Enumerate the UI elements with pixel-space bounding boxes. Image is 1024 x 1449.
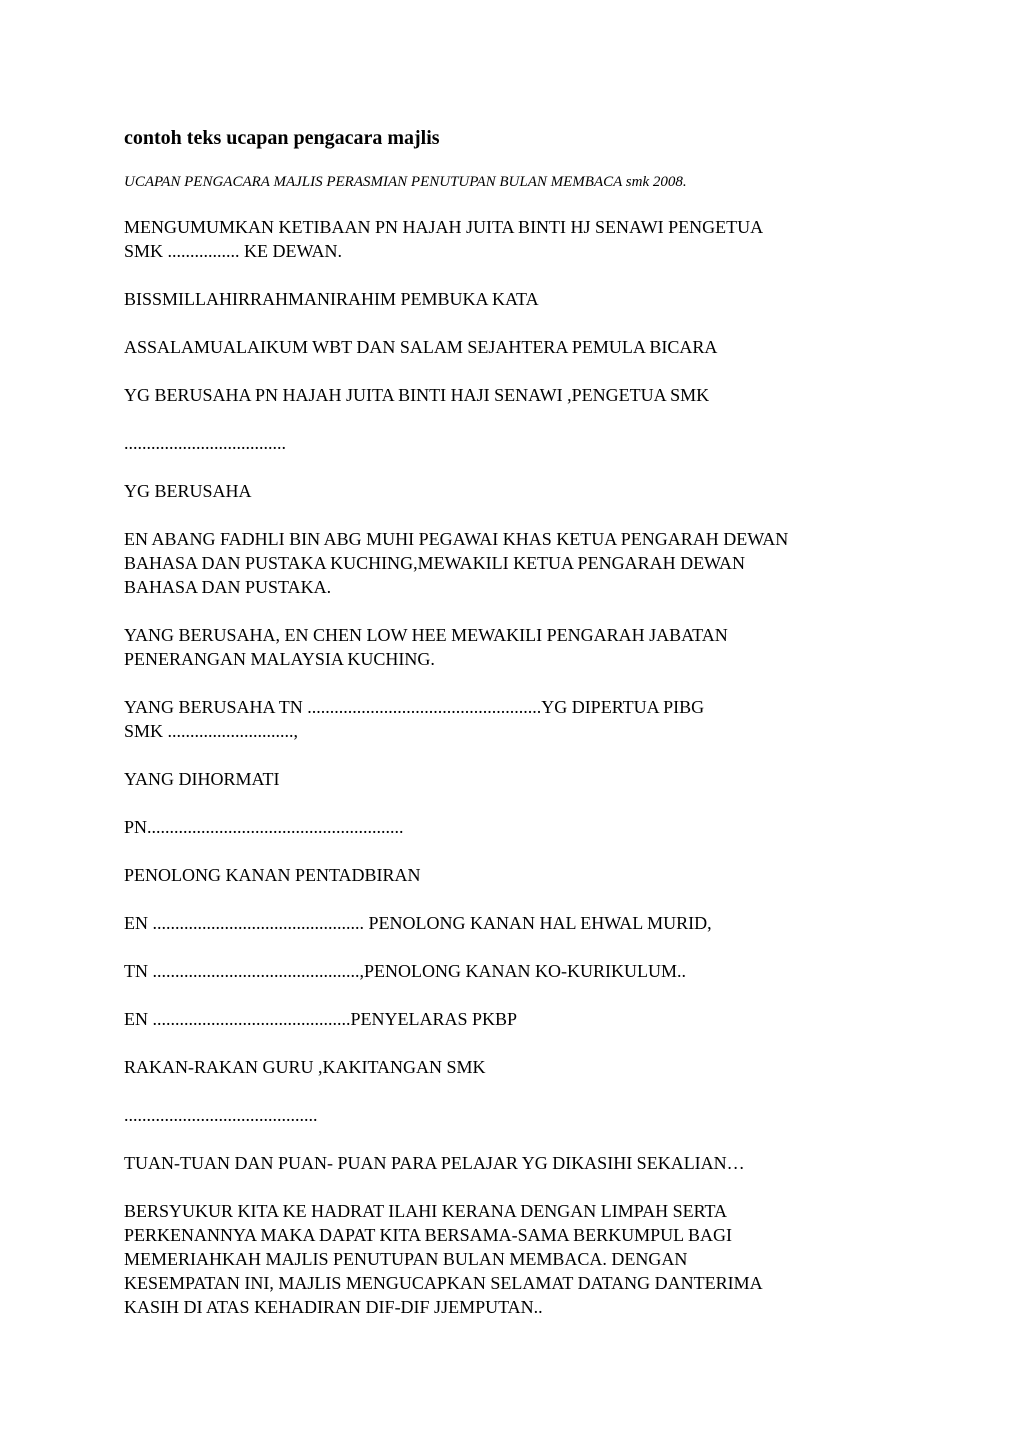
paragraph — [124, 1151, 924, 1175]
paragraph — [124, 1103, 924, 1127]
text-line: BAHASA DAN PUSTAKA KUCHING,MEWAKILI KETUA PENGARAH DEWAN — [124, 553, 746, 573]
paragraph — [124, 383, 924, 407]
text-line: ........................................... — [124, 1105, 318, 1125]
text-line: SMK ................ KE DEWAN. — [124, 241, 342, 261]
text-line: ASSALAMUALAIKUM WBT DAN SALAM SEJAHTERA PEMULA BICARA — [124, 337, 718, 357]
text-line: EN ABANG FADHLI BIN ABG MUHI PEGAWAI KHAS KETUA PENGARAH DEWAN — [124, 529, 789, 549]
paragraph — [124, 1007, 924, 1031]
text-line: YG BERUSAHA PN HAJAH JUITA BINTI HAJI SENAWI ,PENGETUA SMK — [124, 385, 710, 405]
text-line: PENOLONG KANAN PENTADBIRAN — [124, 865, 421, 885]
text-line: BERSYUKUR KITA KE HADRAT ILAHI KERANA DENGAN LIMPAH SERTA — [124, 1201, 728, 1221]
text-line: PENERANGAN MALAYSIA KUCHING. — [124, 649, 435, 669]
paragraph — [124, 431, 924, 455]
document-page — [124, 126, 924, 1343]
text-line: KASIH DI ATAS KEHADIRAN DIF-DIF JJEMPUTAN.. — [124, 1297, 543, 1317]
text-line: .................................... — [124, 433, 286, 453]
text-line: MEMERIAHKAH MAJLIS PENUTUPAN BULAN MEMBACA. DENGAN — [124, 1249, 688, 1269]
paragraph — [124, 767, 924, 791]
document-body — [124, 215, 924, 1319]
paragraph — [124, 335, 924, 359]
text-line: SMK ............................, — [124, 721, 299, 741]
paragraph — [124, 623, 924, 671]
text-line: KESEMPATAN INI, MAJLIS MENGUCAPKAN SELAMAT DATANG DANTERIMA — [124, 1273, 763, 1293]
text-line: YANG DIHORMATI — [124, 769, 280, 789]
text-line: TUAN-TUAN DAN PUAN- PUAN PARA PELAJAR YG DIKASIHI SEKALIAN… — [124, 1153, 745, 1173]
text-line: EN ............................................... PENOLONG KANAN HAL EHWAL MURID, — [124, 913, 712, 933]
text-line: TN ..............................................,PENOLONG KANAN KO-KURIKULUM.. — [124, 961, 686, 981]
paragraph — [124, 815, 924, 839]
paragraph — [124, 479, 924, 503]
text-line: EN ............................................PENYELARAS PKBP — [124, 1009, 518, 1029]
paragraph — [124, 863, 924, 887]
text-line: RAKAN-RAKAN GURU ,KAKITANGAN SMK — [124, 1057, 486, 1077]
paragraph — [124, 287, 924, 311]
paragraph — [124, 1055, 924, 1079]
text-line: MENGUMUMKAN KETIBAAN PN HAJAH JUITA BINTI HJ SENAWI PENGETUA — [124, 217, 764, 237]
text-line: PERKENANNYA MAKA DAPAT KITA BERSAMA-SAMA BERKUMPUL BAGI — [124, 1225, 732, 1245]
paragraph — [124, 215, 924, 263]
text-line: YG BERUSAHA — [124, 481, 252, 501]
paragraph — [124, 911, 924, 935]
paragraph — [124, 695, 924, 743]
document-subtitle: UCAPAN PENGACARA MAJLIS PERASMIAN PENUTUPAN BULAN MEMBACA smk 2008. — [124, 174, 687, 190]
text-line: PN......................................................... — [124, 817, 404, 837]
text-line: YANG BERUSAHA, EN CHEN LOW HEE MEWAKILI PENGARAH JABATAN — [124, 625, 728, 645]
text-line: BAHASA DAN PUSTAKA. — [124, 577, 332, 597]
paragraph — [124, 527, 924, 599]
text-line: BISSMILLAHIRRAHMANIRAHIM PEMBUKA KATA — [124, 289, 539, 309]
paragraph — [124, 1199, 924, 1319]
text-line: YANG BERUSAHA TN ....................................................YG DIPERTUA PIBG — [124, 697, 705, 717]
paragraph — [124, 959, 924, 983]
document-title: contoh teks ucapan pengacara majlis — [124, 127, 440, 149]
